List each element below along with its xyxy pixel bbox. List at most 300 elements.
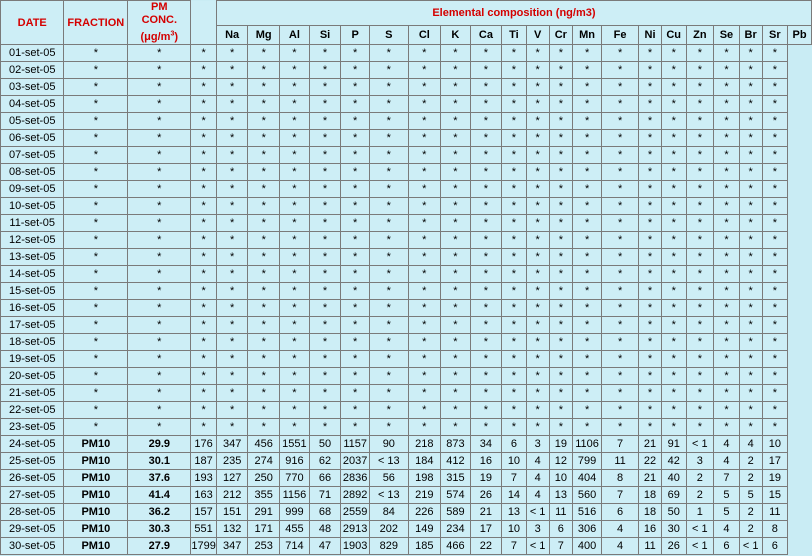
value-cell-cr: 4 (526, 487, 549, 504)
value-cell-mn: 12 (549, 453, 573, 470)
fraction-cell: PM10 (64, 470, 128, 487)
value-cell-cr: * (526, 147, 549, 164)
table-row (1, 334, 812, 351)
value-cell-ni: * (602, 232, 639, 249)
value-cell-sr: 4 (739, 436, 762, 453)
fraction-cell: * (64, 130, 128, 147)
value-cell-mg: * (216, 181, 248, 198)
pm-conc-cell: * (128, 232, 191, 249)
value-cell-pb: 8 (762, 521, 788, 538)
value-cell-al: * (248, 164, 280, 181)
value-cell-pb: * (762, 164, 788, 181)
value-cell-al: 253 (248, 538, 280, 555)
value-cell-fe: * (573, 164, 602, 181)
value-cell-v: * (502, 385, 527, 402)
value-cell-fe: * (573, 113, 602, 130)
value-cell-cu: * (639, 130, 662, 147)
value-cell-pb: * (762, 79, 788, 96)
value-cell-p: * (309, 402, 340, 419)
value-cell-al: 274 (248, 453, 280, 470)
value-cell-v: 10 (502, 453, 527, 470)
pm-conc-cell: * (128, 368, 191, 385)
value-cell-p: * (309, 368, 340, 385)
value-cell-mg: 132 (216, 521, 248, 538)
value-cell-na: * (191, 181, 216, 198)
value-cell-cl: * (370, 147, 408, 164)
value-cell-mn: * (549, 130, 573, 147)
value-cell-mn: * (549, 113, 573, 130)
pm-conc-cell: * (128, 215, 191, 232)
value-cell-cr: * (526, 96, 549, 113)
value-cell-si: * (280, 62, 310, 79)
table-row (1, 266, 812, 283)
value-cell-si: 916 (280, 453, 310, 470)
value-cell-k: * (408, 334, 441, 351)
value-cell-mn: * (549, 351, 573, 368)
value-cell-si: 714 (280, 538, 310, 555)
value-cell-zn: * (661, 215, 686, 232)
value-cell-sr: 2 (739, 504, 762, 521)
fraction-cell: PM10 (64, 521, 128, 538)
fraction-cell: * (64, 45, 128, 62)
value-cell-na: 187 (191, 453, 216, 470)
value-cell-fe: * (573, 402, 602, 419)
value-cell-sr: * (739, 130, 762, 147)
date-cell: 23-set-05 (1, 419, 64, 436)
value-cell-br: * (714, 283, 740, 300)
value-cell-s: * (341, 147, 370, 164)
fraction-cell: * (64, 317, 128, 334)
value-cell-pb: * (762, 283, 788, 300)
value-cell-na: * (191, 79, 216, 96)
value-cell-k: * (408, 232, 441, 249)
value-cell-pb: * (762, 402, 788, 419)
value-cell-al: 291 (248, 504, 280, 521)
value-cell-sr: < 1 (739, 538, 762, 555)
value-cell-fe: * (573, 198, 602, 215)
value-cell-s: * (341, 215, 370, 232)
value-cell-s: * (341, 113, 370, 130)
value-cell-v: * (502, 79, 527, 96)
value-cell-se: * (686, 79, 714, 96)
value-cell-cl: 829 (370, 538, 408, 555)
value-cell-pb: 15 (762, 487, 788, 504)
value-cell-mg: 235 (216, 453, 248, 470)
value-cell-k: 226 (408, 504, 441, 521)
value-cell-pb: * (762, 266, 788, 283)
pm-conc-cell: 30.1 (128, 453, 191, 470)
value-cell-si: * (280, 283, 310, 300)
value-cell-cu: * (639, 79, 662, 96)
value-cell-ca: * (441, 317, 471, 334)
value-cell-br: * (714, 164, 740, 181)
value-cell-mg: * (216, 283, 248, 300)
value-cell-cr: * (526, 283, 549, 300)
value-cell-ca: 574 (441, 487, 471, 504)
value-cell-cl: * (370, 181, 408, 198)
pm-conc-cell: * (128, 62, 191, 79)
value-cell-si: * (280, 198, 310, 215)
value-cell-k: * (408, 402, 441, 419)
header-row-1 (1, 1, 812, 26)
value-cell-p: 47 (309, 538, 340, 555)
value-cell-mg: * (216, 62, 248, 79)
value-cell-p: * (309, 181, 340, 198)
value-cell-na: 176 (191, 436, 216, 453)
value-cell-ti: * (470, 113, 501, 130)
value-cell-sr: * (739, 215, 762, 232)
value-cell-k: 218 (408, 436, 441, 453)
value-cell-mn: 7 (549, 538, 573, 555)
value-cell-mn: 13 (549, 487, 573, 504)
value-cell-s: * (341, 419, 370, 436)
fraction-cell: * (64, 419, 128, 436)
value-cell-v: * (502, 249, 527, 266)
value-cell-ca: 589 (441, 504, 471, 521)
value-cell-k: * (408, 62, 441, 79)
value-cell-k: 198 (408, 470, 441, 487)
element-header-si: Si (309, 26, 340, 45)
value-cell-zn: * (661, 181, 686, 198)
value-cell-si: * (280, 317, 310, 334)
pm-conc-cell: * (128, 351, 191, 368)
value-cell-mg: * (216, 334, 248, 351)
value-cell-zn: * (661, 130, 686, 147)
value-cell-ni: * (602, 249, 639, 266)
date-cell: 18-set-05 (1, 334, 64, 351)
table-row (1, 283, 812, 300)
value-cell-mn: * (549, 79, 573, 96)
fraction-cell: * (64, 79, 128, 96)
value-cell-na: * (191, 113, 216, 130)
value-cell-v: 10 (502, 521, 527, 538)
value-cell-ca: * (441, 266, 471, 283)
value-cell-br: * (714, 62, 740, 79)
value-cell-br: * (714, 96, 740, 113)
value-cell-ca: * (441, 283, 471, 300)
value-cell-mn: 19 (549, 436, 573, 453)
value-cell-fe: 799 (573, 453, 602, 470)
value-cell-mg: * (216, 147, 248, 164)
value-cell-cr: * (526, 334, 549, 351)
value-cell-ti: * (470, 402, 501, 419)
table-body (1, 45, 812, 555)
value-cell-pb: * (762, 181, 788, 198)
value-cell-se: * (686, 147, 714, 164)
value-cell-ni: 6 (602, 504, 639, 521)
value-cell-s: * (341, 45, 370, 62)
element-header-cr: Cr (549, 26, 573, 45)
table-row (1, 385, 812, 402)
value-cell-cu: 18 (639, 504, 662, 521)
value-cell-ti: * (470, 283, 501, 300)
table-row (1, 487, 812, 504)
value-cell-pb: * (762, 215, 788, 232)
value-cell-fe: * (573, 317, 602, 334)
value-cell-ni: * (602, 402, 639, 419)
value-cell-cr: 3 (526, 436, 549, 453)
value-cell-ca: * (441, 130, 471, 147)
value-cell-mg: * (216, 419, 248, 436)
value-cell-ti: 26 (470, 487, 501, 504)
value-cell-ca: * (441, 62, 471, 79)
value-cell-fe: * (573, 351, 602, 368)
value-cell-mn: * (549, 215, 573, 232)
value-cell-se: < 1 (686, 538, 714, 555)
table-row (1, 96, 812, 113)
date-cell: 14-set-05 (1, 266, 64, 283)
value-cell-v: 7 (502, 538, 527, 555)
value-cell-br: * (714, 368, 740, 385)
value-cell-fe: 400 (573, 538, 602, 555)
value-cell-cl: * (370, 351, 408, 368)
value-cell-se: < 1 (686, 436, 714, 453)
value-cell-na: 1799 (191, 538, 216, 555)
value-cell-sr: * (739, 181, 762, 198)
value-cell-mg: * (216, 300, 248, 317)
value-cell-mn: 10 (549, 470, 573, 487)
value-cell-fe: * (573, 45, 602, 62)
value-cell-se: * (686, 232, 714, 249)
value-cell-sr: * (739, 300, 762, 317)
value-cell-zn: * (661, 283, 686, 300)
value-cell-cl: * (370, 419, 408, 436)
value-cell-al: * (248, 198, 280, 215)
value-cell-si: * (280, 368, 310, 385)
value-cell-ti: * (470, 266, 501, 283)
value-cell-ca: * (441, 419, 471, 436)
value-cell-sr: * (739, 232, 762, 249)
value-cell-ti: * (470, 215, 501, 232)
value-cell-se: 2 (686, 487, 714, 504)
value-cell-se: * (686, 266, 714, 283)
value-cell-na: * (191, 164, 216, 181)
value-cell-zn: * (661, 164, 686, 181)
value-cell-s: * (341, 283, 370, 300)
value-cell-al: * (248, 232, 280, 249)
value-cell-si: * (280, 96, 310, 113)
element-header-s: S (370, 26, 408, 45)
value-cell-cl: * (370, 215, 408, 232)
value-cell-ca: * (441, 113, 471, 130)
value-cell-si: 770 (280, 470, 310, 487)
value-cell-v: * (502, 402, 527, 419)
value-cell-mg: * (216, 266, 248, 283)
value-cell-v: * (502, 300, 527, 317)
value-cell-p: 66 (309, 470, 340, 487)
date-cell: 10-set-05 (1, 198, 64, 215)
value-cell-sr: * (739, 45, 762, 62)
value-cell-s: * (341, 198, 370, 215)
table-row (1, 504, 812, 521)
value-cell-mn: * (549, 402, 573, 419)
value-cell-v: * (502, 215, 527, 232)
table-row (1, 45, 812, 62)
value-cell-cl: * (370, 96, 408, 113)
value-cell-v: * (502, 62, 527, 79)
value-cell-cr: * (526, 130, 549, 147)
value-cell-zn: * (661, 334, 686, 351)
value-cell-s: * (341, 96, 370, 113)
value-cell-se: 1 (686, 504, 714, 521)
value-cell-s: 1157 (341, 436, 370, 453)
date-cell: 15-set-05 (1, 283, 64, 300)
value-cell-ti: 16 (470, 453, 501, 470)
value-cell-zn: * (661, 317, 686, 334)
value-cell-ni: * (602, 385, 639, 402)
value-cell-p: * (309, 266, 340, 283)
date-cell: 09-set-05 (1, 181, 64, 198)
value-cell-br: * (714, 45, 740, 62)
fraction-cell: * (64, 113, 128, 130)
value-cell-sr: * (739, 283, 762, 300)
value-cell-br: * (714, 147, 740, 164)
value-cell-fe: * (573, 249, 602, 266)
value-cell-mg: 347 (216, 538, 248, 555)
fraction-cell: * (64, 147, 128, 164)
value-cell-s: * (341, 402, 370, 419)
value-cell-br: * (714, 317, 740, 334)
value-cell-si: * (280, 402, 310, 419)
value-cell-v: * (502, 368, 527, 385)
value-cell-al: * (248, 334, 280, 351)
value-cell-br: * (714, 385, 740, 402)
value-cell-na: * (191, 45, 216, 62)
value-cell-pb: 17 (762, 453, 788, 470)
value-cell-ni: 8 (602, 470, 639, 487)
date-cell: 03-set-05 (1, 79, 64, 96)
value-cell-p: 62 (309, 453, 340, 470)
value-cell-cl: 84 (370, 504, 408, 521)
date-cell: 20-set-05 (1, 368, 64, 385)
value-cell-cu: * (639, 351, 662, 368)
element-header-ti: Ti (502, 26, 527, 45)
value-cell-k: * (408, 351, 441, 368)
value-cell-zn: * (661, 113, 686, 130)
value-cell-cl: * (370, 198, 408, 215)
date-cell: 05-set-05 (1, 113, 64, 130)
value-cell-mg: * (216, 385, 248, 402)
pm-conc-cell: * (128, 283, 191, 300)
value-cell-br: * (714, 402, 740, 419)
fraction-cell: PM10 (64, 504, 128, 521)
value-cell-ti: * (470, 419, 501, 436)
table-row (1, 521, 812, 538)
value-cell-v: * (502, 266, 527, 283)
value-cell-ca: * (441, 181, 471, 198)
value-cell-si: * (280, 249, 310, 266)
value-cell-v: 7 (502, 470, 527, 487)
value-cell-ni: * (602, 45, 639, 62)
value-cell-ca: * (441, 96, 471, 113)
value-cell-si: * (280, 147, 310, 164)
element-header-ca: Ca (470, 26, 501, 45)
value-cell-br: * (714, 181, 740, 198)
value-cell-ca: * (441, 79, 471, 96)
value-cell-cr: * (526, 79, 549, 96)
value-cell-pb: * (762, 96, 788, 113)
value-cell-k: * (408, 215, 441, 232)
value-cell-zn: * (661, 96, 686, 113)
value-cell-mn: * (549, 96, 573, 113)
pm-conc-cell: * (128, 300, 191, 317)
value-cell-br: * (714, 249, 740, 266)
value-cell-fe: * (573, 300, 602, 317)
date-cell: 26-set-05 (1, 470, 64, 487)
value-cell-ca: 315 (441, 470, 471, 487)
value-cell-fe: * (573, 232, 602, 249)
value-cell-mn: 11 (549, 504, 573, 521)
value-cell-fe: * (573, 181, 602, 198)
value-cell-ni: 11 (602, 453, 639, 470)
value-cell-sr: * (739, 368, 762, 385)
value-cell-v: * (502, 334, 527, 351)
value-cell-cu: * (639, 181, 662, 198)
value-cell-na: 193 (191, 470, 216, 487)
value-cell-ni: * (602, 164, 639, 181)
value-cell-k: * (408, 79, 441, 96)
value-cell-p: * (309, 147, 340, 164)
date-cell: 12-set-05 (1, 232, 64, 249)
value-cell-mg: * (216, 215, 248, 232)
value-cell-ni: * (602, 351, 639, 368)
value-cell-sr: 2 (739, 453, 762, 470)
value-cell-zn: 40 (661, 470, 686, 487)
value-cell-sr: 2 (739, 521, 762, 538)
value-cell-se: * (686, 317, 714, 334)
value-cell-al: * (248, 62, 280, 79)
value-cell-v: 14 (502, 487, 527, 504)
value-cell-na: * (191, 368, 216, 385)
value-cell-p: * (309, 232, 340, 249)
value-cell-pb: * (762, 45, 788, 62)
pm-conc-cell: * (128, 402, 191, 419)
value-cell-ca: * (441, 402, 471, 419)
element-header-zn: Zn (686, 26, 714, 45)
value-cell-sr: 2 (739, 470, 762, 487)
pm-conc-cell: 41.4 (128, 487, 191, 504)
value-cell-cl: * (370, 62, 408, 79)
date-cell: 16-set-05 (1, 300, 64, 317)
value-cell-pb: * (762, 147, 788, 164)
pm-conc-cell: * (128, 96, 191, 113)
value-cell-ni: * (602, 317, 639, 334)
fraction-cell: * (64, 62, 128, 79)
value-cell-fe: * (573, 334, 602, 351)
value-cell-p: 50 (309, 436, 340, 453)
value-cell-na: 157 (191, 504, 216, 521)
value-cell-ti: * (470, 147, 501, 164)
value-cell-mg: * (216, 79, 248, 96)
value-cell-fe: * (573, 96, 602, 113)
value-cell-se: * (686, 300, 714, 317)
value-cell-ni: * (602, 79, 639, 96)
value-cell-ni: * (602, 283, 639, 300)
pm-conc-line2: CONC. (141, 14, 178, 27)
value-cell-ca: * (441, 368, 471, 385)
value-cell-ni: * (602, 419, 639, 436)
value-cell-sr: * (739, 147, 762, 164)
value-cell-v: 6 (502, 436, 527, 453)
value-cell-br: 4 (714, 453, 740, 470)
value-cell-cu: 11 (639, 538, 662, 555)
value-cell-cr: * (526, 419, 549, 436)
value-cell-cu: * (639, 62, 662, 79)
value-cell-ni: * (602, 368, 639, 385)
value-cell-zn: 50 (661, 504, 686, 521)
value-cell-cr: * (526, 232, 549, 249)
value-cell-cu: * (639, 368, 662, 385)
